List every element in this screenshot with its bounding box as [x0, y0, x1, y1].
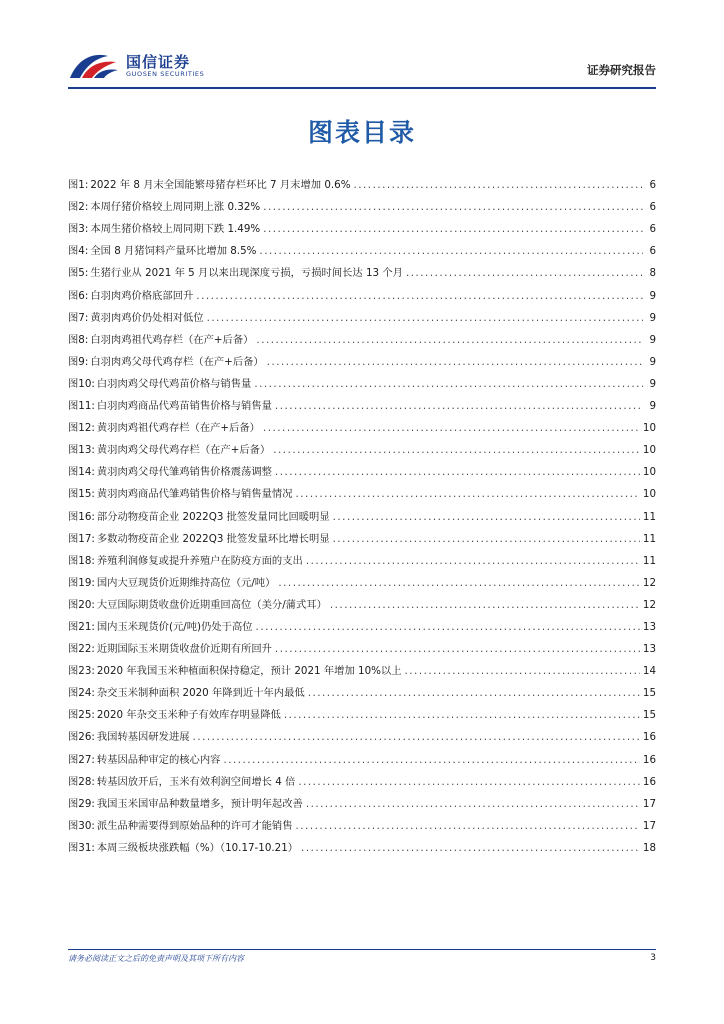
toc-entry-title: 部分动物疫苗企业 2022Q3 批签发量同比回暖明显	[96, 510, 330, 523]
toc-entry-title: 本周生猪价格较上周同期下跌 1.49%	[90, 223, 261, 236]
toc-entry-page: 15	[642, 709, 656, 722]
toc-leader-dots	[275, 399, 643, 413]
toc-entry-label: 图26:	[68, 731, 95, 744]
toc-entry[interactable]	[68, 678, 656, 700]
toc-entry[interactable]	[68, 789, 656, 811]
toc-entry-label: 图10:	[68, 377, 95, 390]
toc-leader-dots	[256, 620, 640, 634]
brand-name-cn: 国信证券	[126, 53, 191, 71]
toc-leader-dots	[301, 841, 640, 855]
toc-entry[interactable]	[68, 568, 656, 590]
toc-entry-title: 本周仔猪价格较上周同期上涨 0.32%	[90, 201, 261, 214]
toc-entry[interactable]	[68, 170, 656, 192]
toc-entry[interactable]	[68, 214, 656, 236]
toc-leader-dots	[207, 311, 643, 325]
toc-entry-title: 多数动物疫苗企业 2022Q3 批签发量环比增长明显	[96, 532, 330, 545]
toc-entry-label: 图31:	[68, 841, 95, 854]
toc-entry[interactable]	[68, 700, 656, 722]
toc-entry-title: 白羽肉鸡商品代鸡苗销售价格与销售量	[96, 400, 272, 413]
toc-leader-dots	[193, 730, 640, 744]
toc-entry-page: 6	[649, 223, 656, 236]
toc-entry-label: 图20:	[68, 598, 95, 611]
footer-divider	[68, 949, 656, 950]
toc-entry-page: 9	[649, 400, 656, 413]
toc-entry-title: 我国转基因研发进展	[96, 731, 190, 744]
guosen-logo-icon	[68, 50, 120, 82]
toc-leader-dots	[223, 753, 639, 767]
toc-entry-page: 16	[642, 731, 656, 744]
toc-leader-dots	[330, 598, 640, 612]
toc-entry-title: 我国玉米国审品种数量增多，预计明年起改善	[96, 797, 303, 810]
toc-entry-label: 图23:	[68, 665, 95, 678]
toc-entry[interactable]	[68, 192, 656, 214]
toc-entry-label: 图24:	[68, 687, 95, 700]
toc-leader-dots	[278, 576, 640, 590]
toc-entry-page: 12	[642, 576, 656, 589]
toc-entry-page: 9	[649, 333, 656, 346]
toc-entry-title: 转基因品种审定的核心内容	[96, 753, 221, 766]
toc-entry[interactable]	[68, 833, 656, 855]
toc-entry-title: 近期国际玉米期货收盘价近期有所回升	[96, 643, 272, 656]
toc-entry-label: 图29:	[68, 797, 95, 810]
toc-entry-page: 10	[642, 444, 656, 457]
toc-entry-title: 全国 8 月猪饲料产量环比增加 8.5%	[90, 245, 257, 258]
toc-entry-title: 黄羽肉鸡父母代鸡存栏（在产+后备）	[96, 444, 271, 457]
toc-entry[interactable]	[68, 236, 656, 258]
toc-entry-label: 图8:	[68, 333, 89, 346]
toc-entry-label: 图7:	[68, 311, 89, 324]
toc-entry-page: 10	[642, 466, 656, 479]
toc-entry-title: 黄羽肉鸡价仍处相对低位	[90, 311, 204, 324]
toc-entry[interactable]	[68, 722, 656, 744]
toc-entry[interactable]	[68, 325, 656, 347]
toc-entry-page: 11	[642, 532, 656, 545]
toc-entry-page: 11	[642, 510, 656, 523]
toc-entry-label: 图1:	[68, 179, 89, 192]
toc-entry-title: 大豆国际期货收盘价近期重回高位（美分/蒲式耳）	[96, 598, 327, 611]
toc-leader-dots	[333, 510, 640, 524]
toc-entry-title: 派生品种需要得到原始品种的许可才能销售	[96, 819, 293, 832]
toc-title: 图表目录	[307, 118, 416, 147]
toc-entry-page: 13	[642, 620, 656, 633]
toc-entry-title: 养殖利润修复或提升养殖户在防疫方面的支出	[96, 554, 303, 567]
report-type: 证券研究报告	[587, 63, 656, 77]
toc-entry-page: 10	[642, 488, 656, 501]
toc-entry-label: 图19:	[68, 576, 95, 589]
toc-entry-title: 白羽肉鸡祖代鸡存栏（在产+后备）	[90, 333, 254, 346]
toc-entry-page: 9	[649, 311, 656, 324]
toc-entry[interactable]	[68, 744, 656, 766]
toc-entry[interactable]	[68, 369, 656, 391]
toc-entry[interactable]	[68, 656, 656, 678]
toc-entry-page: 16	[642, 753, 656, 766]
toc-entry-title: 黄羽肉鸡商品代雏鸡销售价格与销售量情况	[96, 488, 293, 501]
toc-entry-page: 17	[642, 797, 656, 810]
toc-entry-label: 图6:	[68, 289, 89, 302]
toc-entry-label: 图13:	[68, 444, 95, 457]
toc-leader-dots	[196, 289, 643, 303]
toc-leader-dots	[256, 333, 643, 347]
toc-entry-title: 转基因放开后，玉米有效利润空间增长 4 倍	[96, 775, 296, 788]
toc-entry-title: 2020 年杂交玉米种子有效库存明显降低	[96, 709, 281, 722]
toc-entry-label: 图2:	[68, 201, 89, 214]
toc-entry-page: 15	[642, 687, 656, 700]
toc-entry[interactable]	[68, 590, 656, 612]
toc-entry[interactable]	[68, 501, 656, 523]
toc-leader-dots	[333, 532, 640, 546]
toc-entry-label: 图11:	[68, 400, 95, 413]
toc-leader-dots	[298, 775, 640, 789]
toc-entry-page: 9	[649, 377, 656, 390]
toc-entry-label: 图22:	[68, 643, 95, 656]
toc-entry-title: 白羽肉鸡价格底部回升	[90, 289, 194, 302]
toc-leader-dots	[306, 554, 640, 568]
toc-entry-label: 图14:	[68, 466, 95, 479]
toc-entry-title: 杂交玉米制种面积 2020 年降到近十年内最低	[96, 687, 305, 700]
toc-leader-dots	[308, 686, 640, 700]
toc-entry-label: 图25:	[68, 709, 95, 722]
toc-entry-page: 9	[649, 355, 656, 368]
toc-entry-title: 生猪行业从 2021 年 5 月以来出现深度亏损，亏损时间长达 13 个月	[90, 267, 403, 280]
toc-entry[interactable]	[68, 457, 656, 479]
toc-entry-page: 9	[649, 289, 656, 302]
toc-entry[interactable]	[68, 435, 656, 457]
toc-entry-page: 18	[642, 841, 656, 854]
toc-entry-label: 图21:	[68, 620, 95, 633]
toc-entry[interactable]	[68, 303, 656, 325]
toc-entry-page: 10	[642, 422, 656, 435]
toc-leader-dots	[406, 266, 643, 280]
toc-leader-dots	[405, 664, 640, 678]
toc-entry-page: 6	[649, 201, 656, 214]
toc-entry[interactable]	[68, 413, 656, 435]
toc-leader-dots	[296, 487, 640, 501]
toc-leader-dots	[296, 819, 640, 833]
toc-leader-dots	[353, 178, 643, 192]
toc-leader-dots	[275, 465, 640, 479]
footer-disclaimer: 请务必阅读正文之后的免责声明及其项下所有内容	[68, 954, 244, 963]
toc-entry[interactable]	[68, 546, 656, 568]
toc-entry[interactable]	[68, 479, 656, 501]
toc-entry-page: 6	[649, 179, 656, 192]
toc-entry-label: 图28:	[68, 775, 95, 788]
toc-entry[interactable]	[68, 767, 656, 789]
toc-leader-dots	[263, 200, 643, 214]
toc-leader-dots	[306, 797, 640, 811]
toc-entry[interactable]	[68, 280, 656, 302]
toc-leader-dots	[275, 642, 640, 656]
toc-entry[interactable]	[68, 612, 656, 634]
toc-entry-page: 13	[642, 643, 656, 656]
guosen-logo	[68, 48, 268, 86]
toc-entry-title: 国内大豆现货价近期维持高位（元/吨）	[96, 576, 276, 589]
toc-leader-dots	[267, 355, 643, 369]
figure-toc-list	[68, 170, 656, 855]
toc-entry[interactable]	[68, 524, 656, 546]
toc-leader-dots	[259, 244, 643, 258]
toc-entry-label: 图9:	[68, 355, 89, 368]
toc-entry-title: 白羽肉鸡父母代鸡苗价格与销售量	[96, 377, 252, 390]
toc-entry-label: 图12:	[68, 422, 95, 435]
toc-entry[interactable]	[68, 258, 656, 280]
toc-entry-title: 国内玉米现货价(元/吨)仍处于高位	[96, 620, 253, 633]
toc-leader-dots	[263, 222, 643, 236]
toc-entry-page: 17	[642, 819, 656, 832]
toc-entry[interactable]	[68, 811, 656, 833]
toc-entry-page: 12	[642, 598, 656, 611]
toc-leader-dots	[284, 708, 640, 722]
header-divider	[68, 87, 656, 89]
toc-entry[interactable]	[68, 347, 656, 369]
page-number: 3	[650, 953, 656, 963]
toc-entry-page: 6	[649, 245, 656, 258]
toc-entry-label: 图3:	[68, 223, 89, 236]
toc-entry-label: 图15:	[68, 488, 95, 501]
toc-entry-label: 图16:	[68, 510, 95, 523]
toc-entry-title: 本周三级板块涨跌幅（%）（10.17-10.21）	[96, 841, 299, 854]
toc-entry-page: 8	[649, 267, 656, 280]
toc-entry-title: 黄羽肉鸡父母代雏鸡销售价格震荡调整	[96, 466, 272, 479]
toc-entry-label: 图30:	[68, 819, 95, 832]
toc-entry-label: 图27:	[68, 753, 95, 766]
toc-entry-title: 白羽肉鸡父母代鸡存栏（在产+后备）	[90, 355, 264, 368]
toc-entry[interactable]	[68, 634, 656, 656]
toc-entry-label: 图4:	[68, 245, 89, 258]
toc-leader-dots	[254, 377, 643, 391]
toc-entry-page: 11	[642, 554, 656, 567]
toc-entry-label: 图17:	[68, 532, 95, 545]
brand-name-en: GUOSEN SECURITIES	[126, 70, 205, 78]
page-header	[68, 48, 656, 86]
toc-entry-page: 14	[642, 665, 656, 678]
toc-leader-dots	[263, 421, 640, 435]
toc-entry-page: 16	[642, 775, 656, 788]
toc-entry-title: 2022 年 8 月末全国能繁母猪存栏环比 7 月末增加 0.6%	[90, 179, 351, 192]
toc-entry-title: 2020 年我国玉米种植面积保持稳定，预计 2021 年增加 10%以上	[96, 665, 402, 678]
toc-leader-dots	[273, 443, 640, 457]
toc-entry-label: 图18:	[68, 554, 95, 567]
toc-entry-title: 黄羽肉鸡祖代鸡存栏（在产+后备）	[96, 422, 260, 435]
toc-entry[interactable]	[68, 391, 656, 413]
toc-entry-label: 图5:	[68, 267, 89, 280]
